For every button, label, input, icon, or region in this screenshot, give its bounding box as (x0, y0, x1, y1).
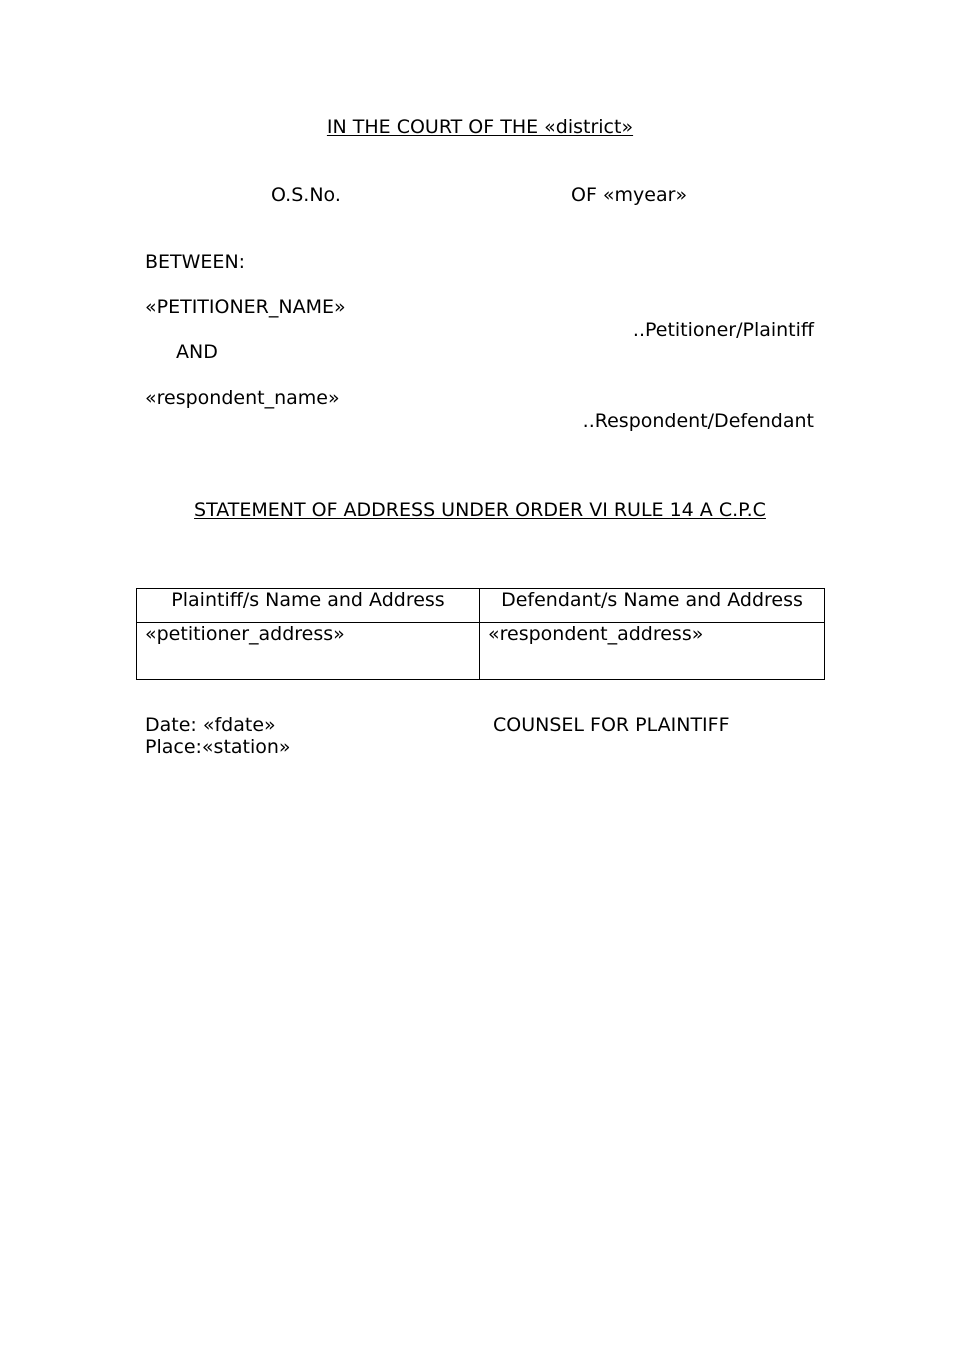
statement-heading: STATEMENT OF ADDRESS UNDER ORDER VI RULE 14 A C.P.C (194, 499, 766, 521)
table-header-row (137, 589, 825, 623)
place-line: Place:«station» (145, 736, 291, 758)
petitioner-name: «PETITIONER_NAME» (145, 296, 346, 318)
petitioner-role: ..Petitioner/Plaintiff (632, 319, 814, 341)
address-table (136, 588, 825, 680)
respondent-role: ..Respondent/Defendant (582, 410, 814, 432)
respondent-address-cell: «respondent_address» (480, 623, 825, 680)
case-year-label: OF «myear» (571, 184, 688, 206)
date-line: Date: «fdate» (145, 714, 276, 736)
plaintiff-address-header: Plaintiff/s Name and Address (137, 589, 480, 623)
defendant-address-header: Defendant/s Name and Address (480, 589, 825, 623)
respondent-name: «respondent_name» (145, 387, 340, 409)
petitioner-address-cell: «petitioner_address» (137, 623, 480, 680)
table-row (137, 623, 825, 680)
case-number-label: O.S.No. (271, 184, 341, 206)
counsel-signature-line: COUNSEL FOR PLAINTIFF (493, 714, 730, 736)
between-label: BETWEEN: (145, 251, 246, 273)
court-title: IN THE COURT OF THE «district» (326, 116, 634, 138)
and-label: AND (176, 341, 218, 363)
